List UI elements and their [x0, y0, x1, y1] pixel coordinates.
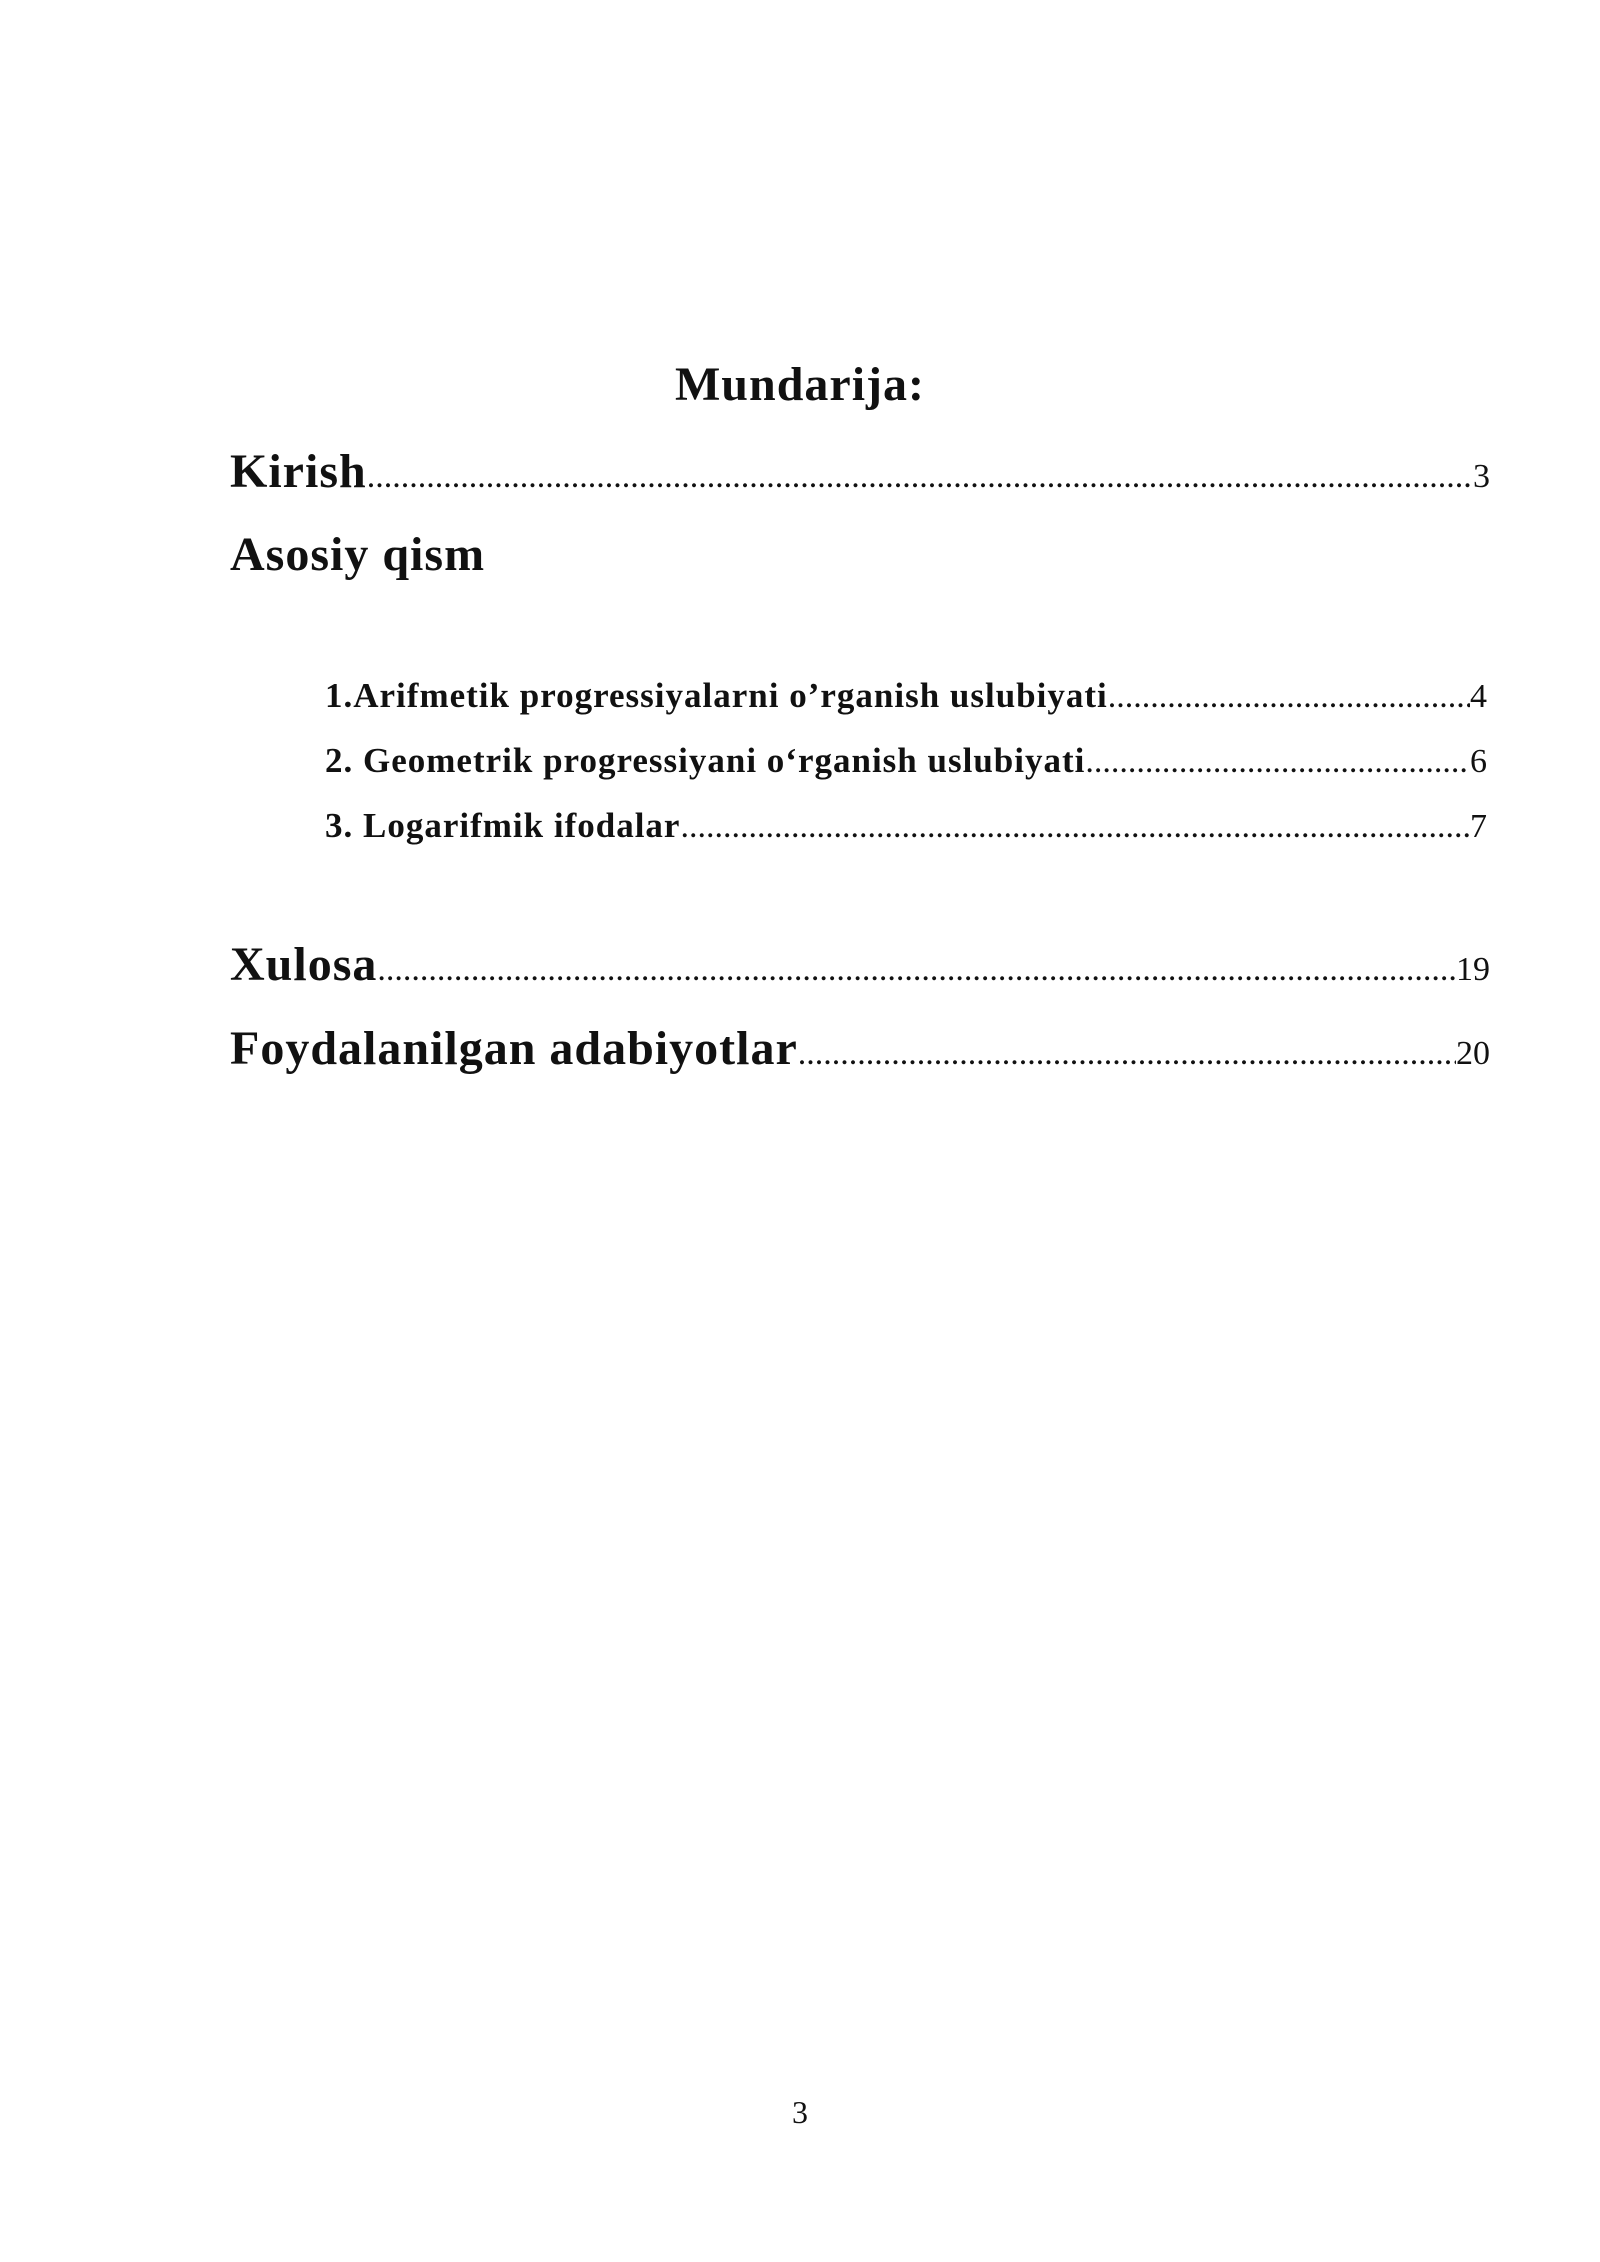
toc-entry-kirish	[230, 442, 1490, 507]
toc-entry-geometrik	[325, 737, 1487, 786]
toc-leader-dots	[1085, 738, 1470, 786]
toc-leader-dots	[367, 447, 1473, 507]
toc-entry-label: 1.Arifmetik progressiyalarni o’rganish uslubiyati	[325, 676, 1108, 715]
toc-entry-page: 4	[1470, 678, 1487, 715]
toc-entry-label: Xulosa	[230, 938, 378, 991]
toc-entry-page: 3	[1473, 458, 1490, 495]
toc-entry-page: 19	[1456, 951, 1490, 988]
toc-entry-logarifmik	[325, 802, 1487, 851]
toc-leader-dots	[377, 940, 1456, 1000]
toc-entry-page: 7	[1470, 808, 1487, 845]
toc-entry-page: 20	[1456, 1035, 1490, 1072]
page-number: 3	[792, 2094, 808, 2130]
toc-leader-dots	[798, 1024, 1456, 1084]
toc-leader-dots	[1108, 673, 1470, 721]
toc-heading-asosiy-qism: Asosiy qism	[230, 528, 486, 581]
toc-entry-arifmetik	[325, 672, 1487, 721]
page-title: Mundarija:	[675, 358, 925, 411]
toc-entry-label: 2. Geometrik progressiyani o‘rganish uslubiyati	[325, 741, 1086, 780]
toc-entry-label: 3. Logarifmik ifodalar	[325, 806, 681, 845]
toc-entry-label: Kirish	[230, 445, 367, 498]
toc-entry-page: 6	[1470, 743, 1487, 780]
toc-entry-label: Foydalanilgan adabiyotlar	[230, 1022, 798, 1075]
toc-leader-dots	[680, 803, 1470, 851]
toc-entry-foydalanilgan-adabiyotlar	[230, 1019, 1490, 1084]
toc-entry-xulosa	[230, 935, 1490, 1000]
